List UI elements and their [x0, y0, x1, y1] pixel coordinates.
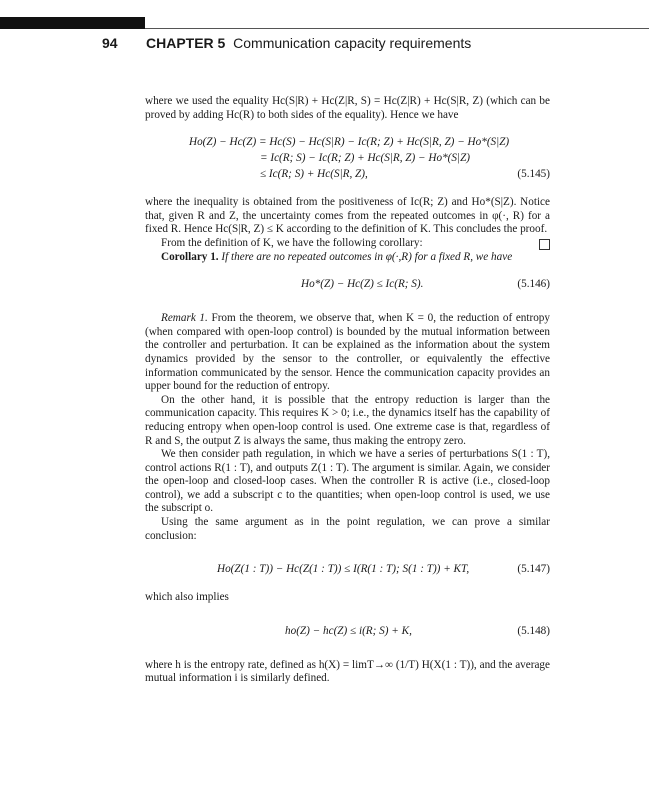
paragraph-7: Using the same argument as in the point regulation, we can prove a similar conclusion: [145, 516, 550, 542]
equation-5-147 [145, 563, 550, 577]
eq146-number: (5.146) [517, 278, 550, 291]
remark-label: Remark 1. [161, 312, 208, 325]
eq145-line1: Ho(Z) − Hc(Z) = Hc(S) − Hc(S|R) − Ic(R; Z) + Hc(S|R, Z) − Ho*(S|Z) [189, 136, 510, 149]
chapter-label: CHAPTER 5 [146, 35, 226, 51]
chapter-title: Communication capacity requirements [233, 35, 472, 51]
header-rule [145, 28, 649, 29]
page-body [145, 95, 550, 686]
equation-5-146 [145, 278, 550, 292]
eq147-text: Ho(Z(1 : T)) − Hc(Z(1 : T)) ≤ I(R(1 : T); S(1 : T)) + KT, [217, 563, 470, 576]
equation-5-148 [145, 625, 550, 639]
chapter-heading [146, 35, 471, 51]
page-number: 94 [102, 35, 118, 51]
corollary-text: If there are no repeated outcomes in φ(·,R) for a fixed R, we have [221, 250, 513, 263]
eq148-number: (5.148) [517, 624, 550, 637]
qed-box [539, 239, 550, 250]
header-bar [0, 17, 145, 29]
paragraph-2: where the inequality is obtained from the positiveness of Ic(R; Z) and Ho*(S|Z). Notice that, given R and Z, the uncertainty comes from the repeated outcomes in φ(·, R) for a fixed R. Hence Hc(S|R, Z) ≤ K according to the definition of K. This concludes the proof. [145, 196, 550, 237]
paragraph-1: where we used the equality Hc(S|R) + Hc(Z|R, S) = Hc(Z|R) + Hc(S|R, Z) (which can be proved by adding Hc(R) to both sides of the equality). Hence we have [145, 95, 550, 121]
paragraph-8: which also implies [145, 591, 229, 604]
eq147-number: (5.147) [517, 563, 550, 576]
corollary [145, 251, 550, 265]
paragraph-remark: Remark 1. From the theorem, we observe that, when K = 0, the reduction of entropy (when compared with open-loop control) is bounded by the mutual information between the controller and perturbation. It can be explained as the information about the system dynamics provided by the sensor to the controller, or equivalently the effective information communicated by the sensor. Hence the communication capacity provides an upper bound for the reduction of entropy. [145, 312, 550, 393]
paragraph-5: On the other hand, it is possible that the entropy reduction is larger than the communication capacity. This requires K > 0; i.e., the dynamics itself has the capability of reducing entropy when open-loop control is used. One extreme case is that, regardless of R and S, the output Z is always the same, thus making the entropy zero. [145, 393, 550, 447]
eq145-line3: ≤ Ic(R; S) + Hc(S|R, Z), [260, 168, 368, 181]
corollary-label: Corollary 1. [161, 250, 219, 263]
eq145-number: (5.145) [517, 168, 550, 181]
paragraph-3: From the definition of K, we have the following corollary: [161, 236, 423, 249]
eq146-text: Ho*(Z) − Hc(Z) ≤ Ic(R; S). [301, 278, 424, 291]
paragraph-6: We then consider path regulation, in which we have a series of perturbations S(1 : T), control actions R(1 : T), and outputs Z(1 : T). The argument is similar. Again, we consider the open-loop and closed-loop cases. When the controller R is active (i.e., closed-loop control), we add a subscript c to the quantities; when open-loop control is used, we use the subscript o. [145, 448, 550, 515]
eq148-text: ho(Z) − hc(Z) ≤ i(R; S) + K, [285, 624, 412, 637]
running-header [0, 35, 649, 55]
eq145-line2: = Ic(R; S) − Ic(R; Z) + Hc(S|R, Z) − Ho*(S|Z) [260, 152, 471, 165]
paragraph-9: where h is the entropy rate, defined as h(X) = limT→∞ (1/T) H(X(1 : T)), and the average mutual information i is similarly defined. [145, 658, 550, 685]
equation-5-145 [145, 136, 550, 182]
